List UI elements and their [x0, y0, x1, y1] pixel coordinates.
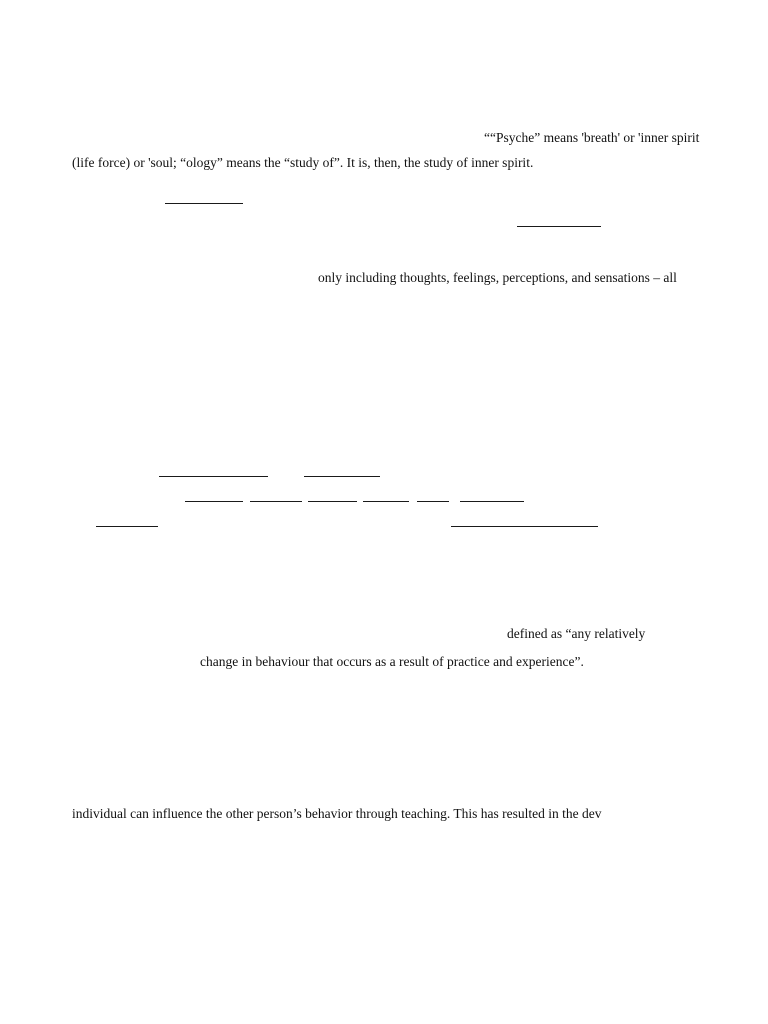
blank-underline — [185, 501, 243, 502]
blank-underline — [250, 501, 302, 502]
blank-underline — [304, 476, 380, 477]
blank-underline — [96, 526, 158, 527]
blank-underline — [451, 526, 598, 527]
text-line-psyche-meaning: ““Psyche” means 'breath' or 'inner spirit — [484, 130, 700, 145]
blank-underline — [517, 226, 601, 227]
blank-underline — [460, 501, 524, 502]
blank-underline — [308, 501, 357, 502]
text-line-individual-influence: individual can influence the other person’s behavior through teaching. This has resulted in the dev — [72, 806, 602, 821]
blank-underline — [165, 203, 243, 204]
blank-underline — [417, 501, 449, 502]
text-line-defined-as: defined as “any relatively — [507, 626, 646, 641]
text-line-thoughts-feelings: only including thoughts, feelings, perceptions, and sensations – all — [318, 270, 677, 285]
text-line-life-force: (life force) or 'soul; “ology” means the “study of”. It is, then, the study of inner spirit. — [72, 155, 534, 170]
text-line-change-behaviour: change in behaviour that occurs as a result of practice and experience”. — [200, 654, 584, 669]
blank-underline — [159, 476, 268, 477]
blank-underline — [363, 501, 409, 502]
